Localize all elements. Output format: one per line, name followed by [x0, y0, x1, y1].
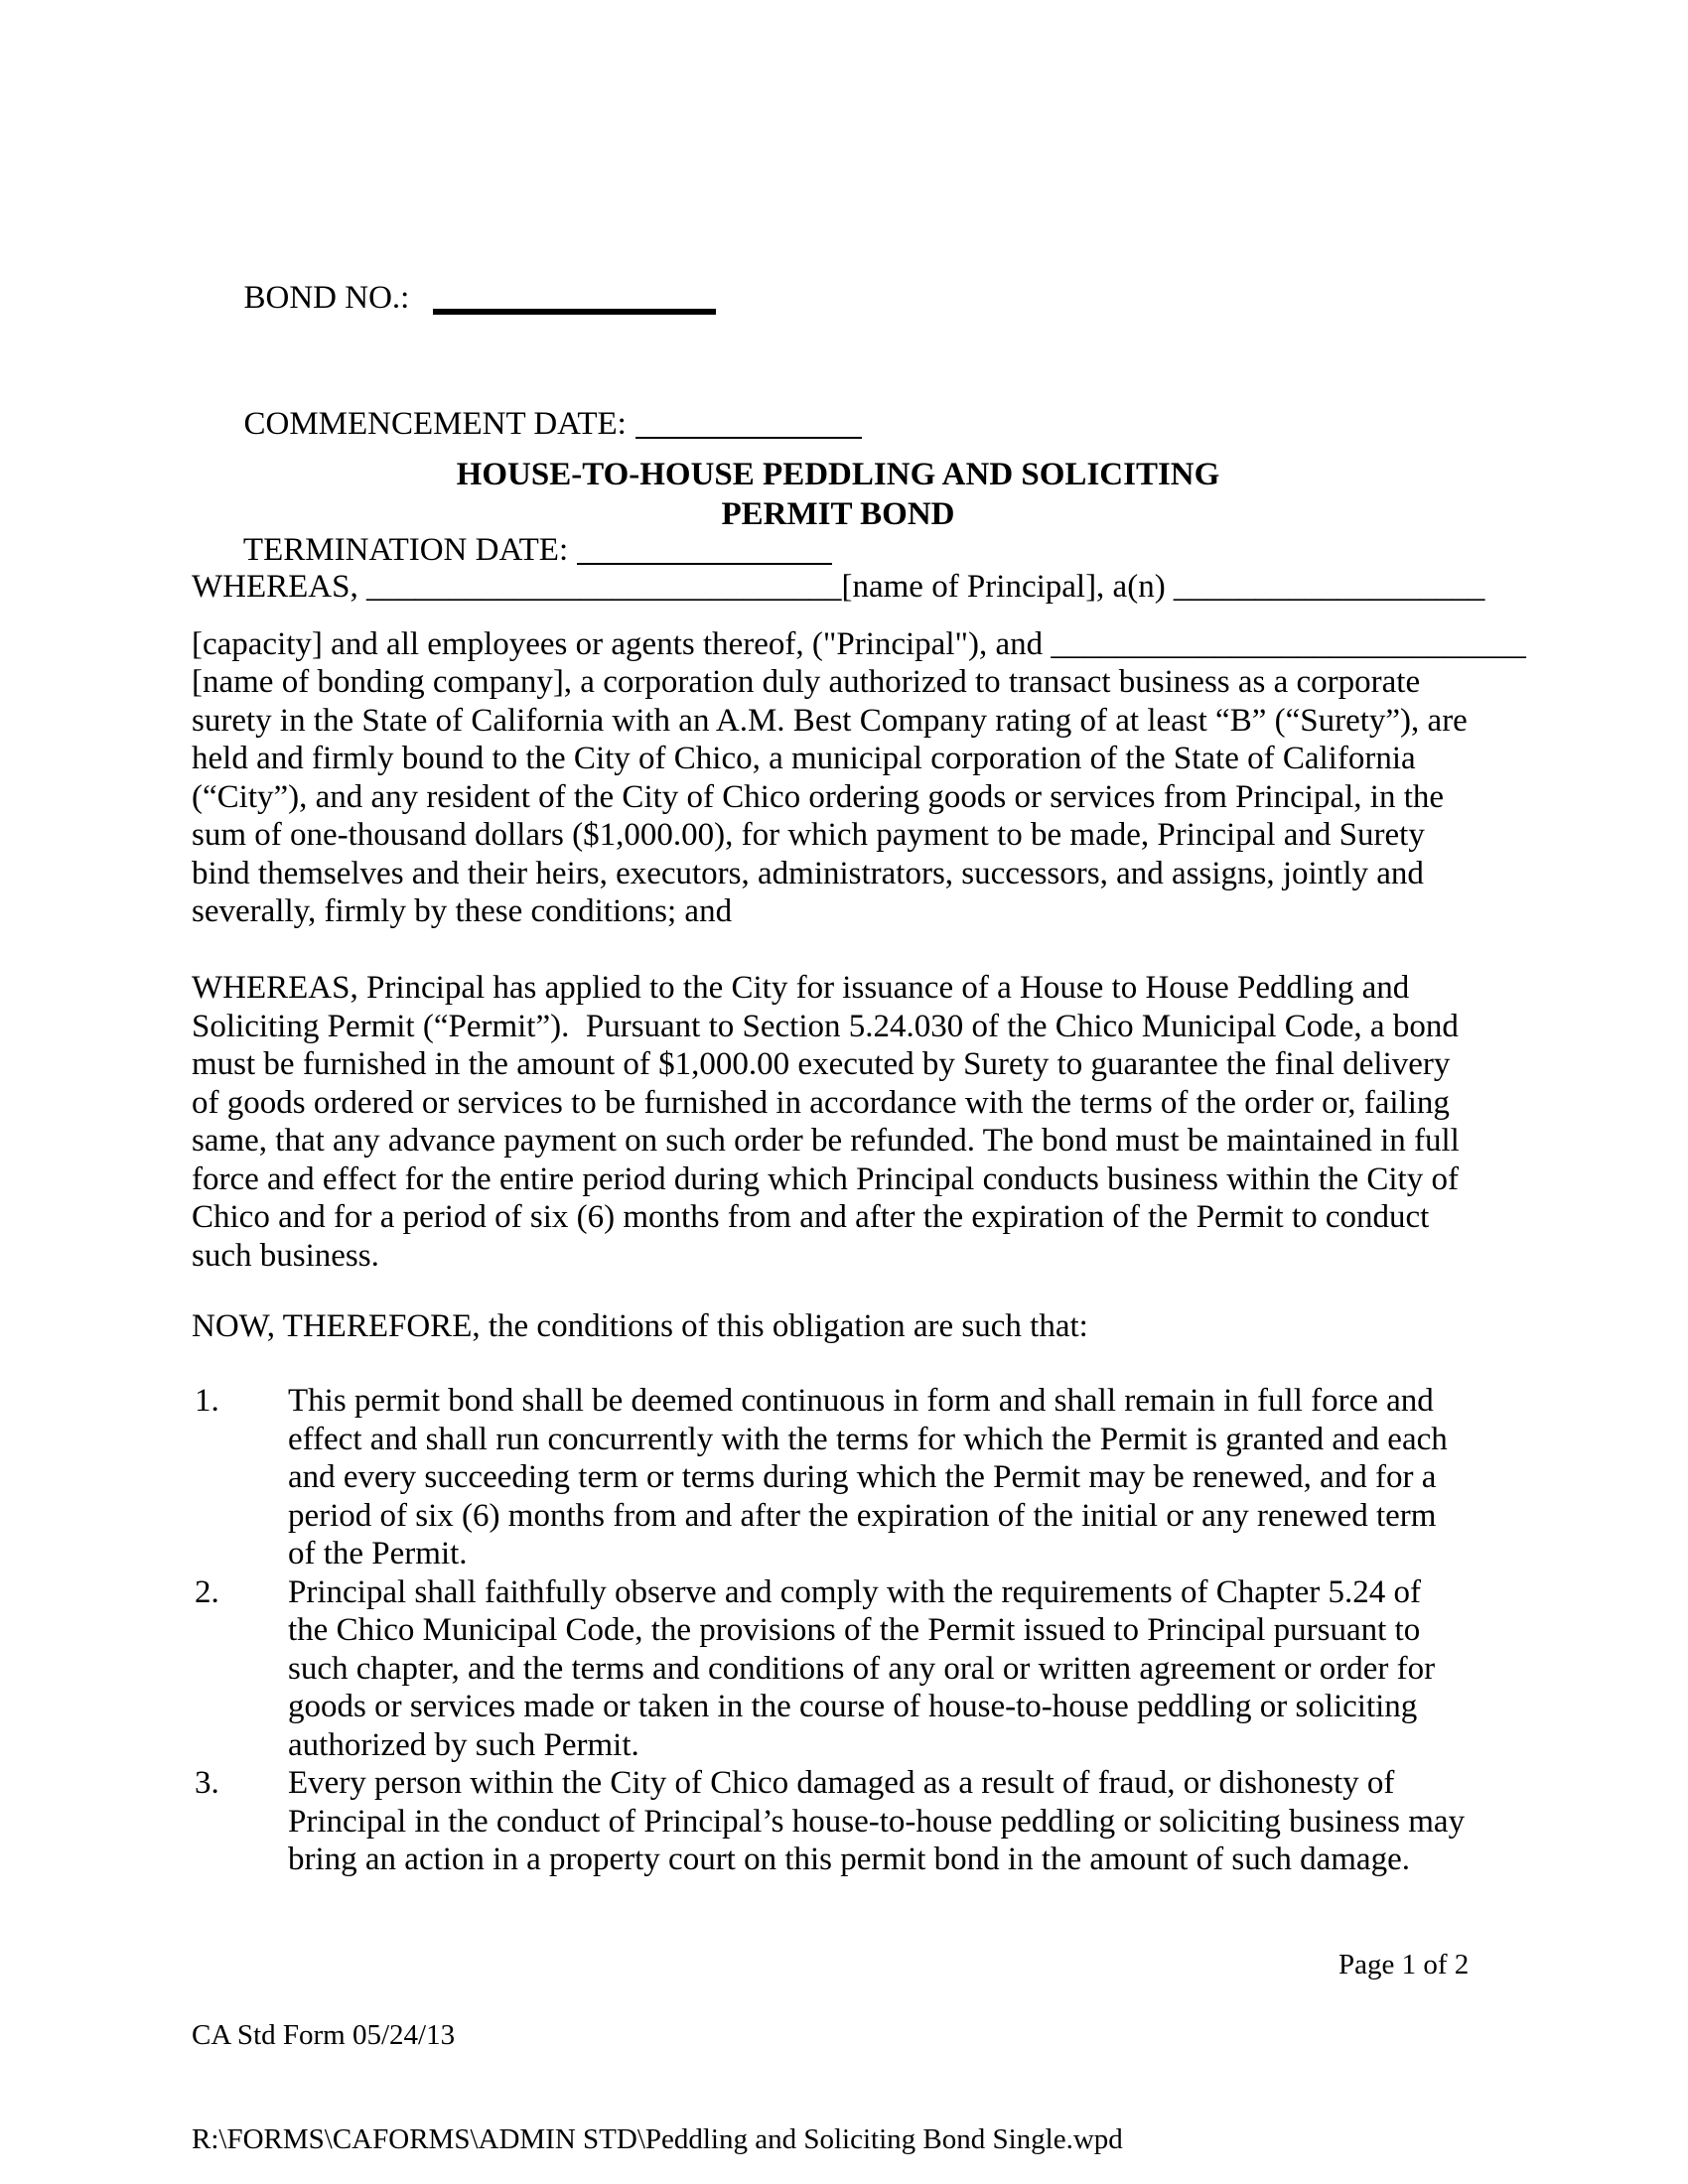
conditions-list	[195, 1382, 1465, 1879]
text-line: effect and shall run concurrently with the terms for which the Permit is granted and each	[288, 1421, 1448, 1457]
text-line: such chapter, and the terms and conditions of any oral or written agreement or order for	[288, 1650, 1436, 1687]
text-line: same, that any advance payment on such order be refunded. The bond must be maintained in full	[192, 1123, 1460, 1159]
text-line: Principal shall faithfully observe and comply with the requirements of Chapter 5.24 of	[288, 1573, 1421, 1610]
title-line-2: PERMIT BOND	[721, 496, 955, 532]
text-line: WHEREAS, Principal has applied to the City for issuance of a House to House Peddling and	[192, 970, 1410, 1006]
text-line: Soliciting Permit (“Permit”). Pursuant to Section 5.24.030 of the Chico Municipal Code, a bond	[192, 1008, 1459, 1044]
text-line: [name of bonding company], a corporation duly authorized to transact business as a corporate	[192, 664, 1421, 700]
text-line: Chico and for a period of six (6) months from and after the expiration of the Permit to conduct	[192, 1199, 1430, 1235]
text-line: must be furnished in the amount of $1,000.00 executed by Surety to guarantee the final delivery	[192, 1046, 1451, 1082]
list-item-3	[195, 1764, 1465, 1879]
footer-file-path: R:\FORMS\CAFORMS\ADMIN STD\Peddling and Soliciting Bond Single.wpd	[192, 2123, 1123, 2155]
now-therefore-line: NOW, THEREFORE, the conditions of this obligation are such that:	[192, 1308, 1088, 1344]
text-line: of goods ordered or services to be furnished in accordance with the terms of the order or, failing	[192, 1084, 1450, 1121]
list-item-number: 2.	[195, 1573, 219, 1610]
text-line: surety in the State of California with an A.M. Best Company rating of at least “B” (“Surety”), are	[192, 702, 1468, 739]
bond-header-fields	[195, 241, 862, 619]
text-line: held and firmly bound to the City of Chico, a municipal corporation of the State of California	[192, 741, 1416, 776]
text-line: bring an action in a property court on this permit bond in the amount of such damage.	[288, 1842, 1410, 1877]
text-line: Every person within the City of Chico damaged as a result of fraud, or dishonesty of	[288, 1765, 1395, 1801]
whereas-paragraph-2	[192, 969, 1460, 1275]
list-item-number: 3.	[195, 1765, 219, 1801]
text-line: the Chico Municipal Code, the provisions of the Permit issued to Principal pursuant to	[288, 1612, 1421, 1648]
text-line: WHEREAS, _____________________________[name of Principal], a(n) ___________________	[192, 569, 1485, 605]
list-item-number: 1.	[195, 1383, 219, 1419]
page-number: Page 1 of 2	[1338, 1949, 1470, 1980]
text-line: of the Permit.	[288, 1536, 468, 1571]
bond-no-label: BOND NO.:	[243, 280, 410, 316]
footer-form-id: CA Std Form 05/24/13	[192, 2019, 456, 2051]
text-line: goods or services made or taken in the course of house-to-house peddling or soliciting	[288, 1689, 1418, 1724]
text-line: and every succeeding term or terms during which the Permit may be renewed, and for a	[288, 1459, 1437, 1495]
termination-date-input-line[interactable]	[577, 563, 832, 565]
whereas-paragraph-1	[192, 568, 1526, 931]
text-line: This permit bond shall be deemed continuous in form and shall remain in full force and	[288, 1383, 1434, 1419]
list-item-1	[195, 1382, 1465, 1573]
commencement-date-input-line[interactable]	[635, 437, 862, 439]
termination-date-label: TERMINATION DATE:	[242, 532, 569, 568]
list-item-2	[195, 1573, 1465, 1765]
bond-no-field	[195, 241, 862, 354]
text-line: [capacity] and all employees or agents thereof, ("Principal"), and _____________________________	[192, 625, 1526, 662]
text-line: severally, firmly by these conditions; and	[192, 893, 733, 929]
text-line: (“City”), and any resident of the City of Chico ordering goods or services from Principal, in the	[192, 778, 1445, 815]
footer	[192, 1949, 1123, 2184]
text-line: sum of one-thousand dollars ($1,000.00), for which payment to be made, Principal and Surety	[192, 817, 1425, 853]
list-item-text	[288, 1764, 1465, 1879]
text-line: force and effect for the entire period during which Principal conducts business within the City of	[192, 1160, 1459, 1197]
list-item-text	[288, 1573, 1435, 1765]
text-line: authorized by such Permit.	[288, 1726, 639, 1763]
title-line-1: HOUSE-TO-HOUSE PEDDLING AND SOLICITING	[456, 457, 1220, 492]
commencement-date-label: COMMENCEMENT DATE:	[243, 406, 627, 442]
document-title	[195, 455, 1481, 534]
text-line: bind themselves and their heirs, executors, administrators, successors, and assigns, jointly and	[192, 855, 1424, 891]
text-line: period of six (6) months from and after the expiration of the initial or any renewed term	[288, 1497, 1437, 1534]
text-line: such business.	[192, 1237, 379, 1274]
list-item-text	[288, 1382, 1448, 1573]
bond-no-input-line[interactable]	[433, 309, 716, 315]
text-line: Principal in the conduct of Principal’s house-to-house peddling or soliciting business may	[288, 1803, 1466, 1840]
